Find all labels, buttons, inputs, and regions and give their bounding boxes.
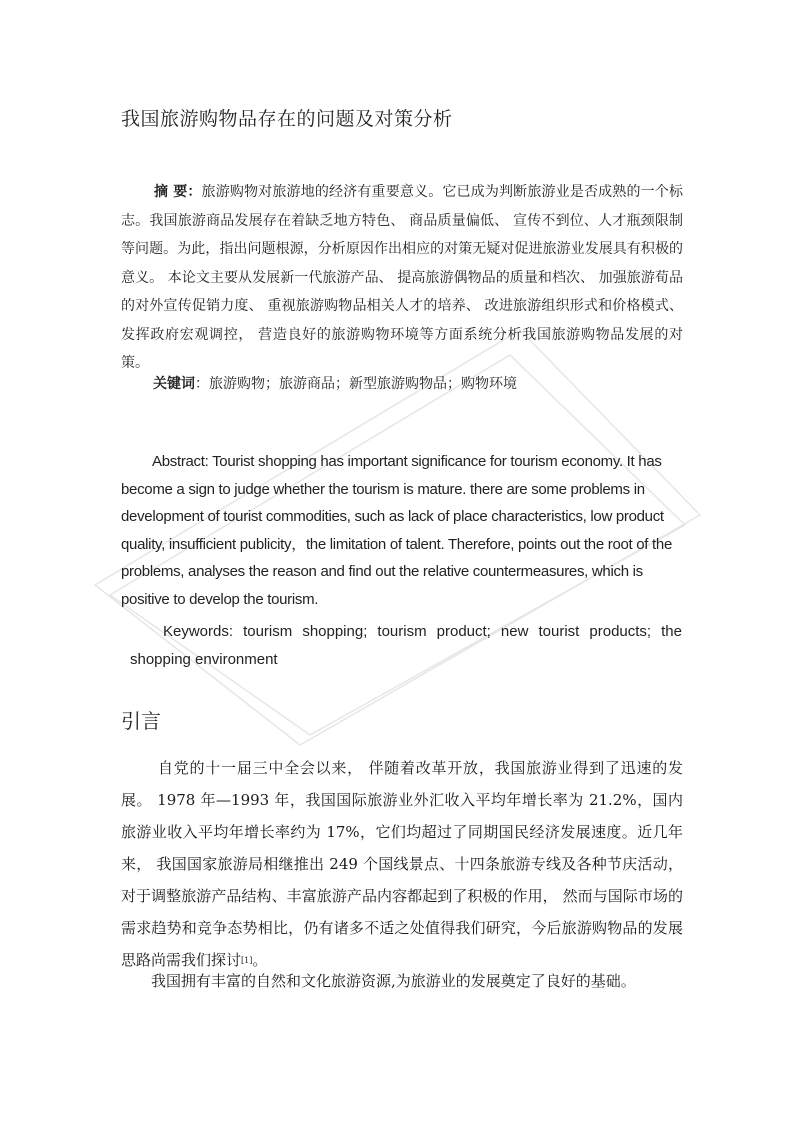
reference-mark: [1]: [241, 956, 253, 965]
abstract-cn-label: 摘 要：: [154, 184, 202, 200]
keywords-en-text: : tourism shopping; tourism product; new tourist products; the shopping environment: [130, 623, 682, 668]
body-paragraph-2: 我国拥有丰富的自然和文化旅游资源,为旅游业的发展奠定了良好的基础。: [151, 972, 636, 990]
paragraph-1-text: 自党的十一届三中全会以来， 伴随着改革开放，我国旅游业得到了迅速的发展。 1978 年—1993 年，我国国际旅游业外汇收入平均年增长率为 21.2%，国内旅游业收入平均年增长率约为 17%，它们均超过了同期国民经济发展速度。近几年来， 我国国家旅游局相继推出 249 个国线景点、十四条旅游专线及各种节庆活动， 对于调整旅游产品结构、丰富旅游产品内容都起到了积极的作用， 然而与国际市场的需求趋势和竞争态势相比，仍有诸多不适之处值得我们研究，今后旅游购物品的发展思路尚需我们探讨: [121, 759, 683, 969]
section-heading-introduction: 引言: [121, 709, 161, 733]
keywords-english: [130, 618, 682, 674]
keywords-chinese: [153, 373, 517, 393]
abstract-chinese: [121, 178, 683, 378]
abstract-english: [121, 448, 681, 613]
abstract-en-text: : Tourist shopping has important significance for tourism economy. It has become a sign to judge whether the tourism is mature. there are some problems in development of tourist commodities, such as lack of place characteristics, low product quality, insufficient publicity，the limitation of talent. Therefore, points out the root of the problems, analyses the reason and find out the relative countermeasures, which is positive to develop the tourism.: [121, 453, 672, 608]
keywords-en-label: Keywords: [163, 623, 229, 640]
abstract-cn-text: 旅游购物对旅游地的经济有重要意义。它已成为判断旅游业是否成熟的一个标志。我国旅游商品发展存在着缺乏地方特色、 商品质量偏低、 宣传不到位、人才瓶颈限制等问题。为此，指出问题根源，分析原因作出相应的对策无疑对促进旅游业发展具有积极的意义。 本论文主要从发展新一代旅游产品、 提高旅游偶物品的质量和档次、 加强旅游荀品的对外宣传促销力度、 重视旅游购物品相关人才的培养、 改进旅游组织形式和价格模式、 发挥政府宏观调控， 营造良好的旅游购物环境等方面系统分析我国旅游购物品发展的对策。: [121, 184, 684, 371]
body-paragraph-1: [121, 752, 683, 977]
paragraph-1-end: 。: [252, 951, 268, 969]
document-title: 我国旅游购物品存在的问题及对策分析: [121, 108, 453, 130]
abstract-en-label: Abstract: [152, 453, 205, 470]
keywords-cn-text: ：旅游购物；旅游商品；新型旅游购物品；购物环境: [195, 376, 517, 392]
keywords-cn-label: 关键词: [153, 376, 195, 392]
